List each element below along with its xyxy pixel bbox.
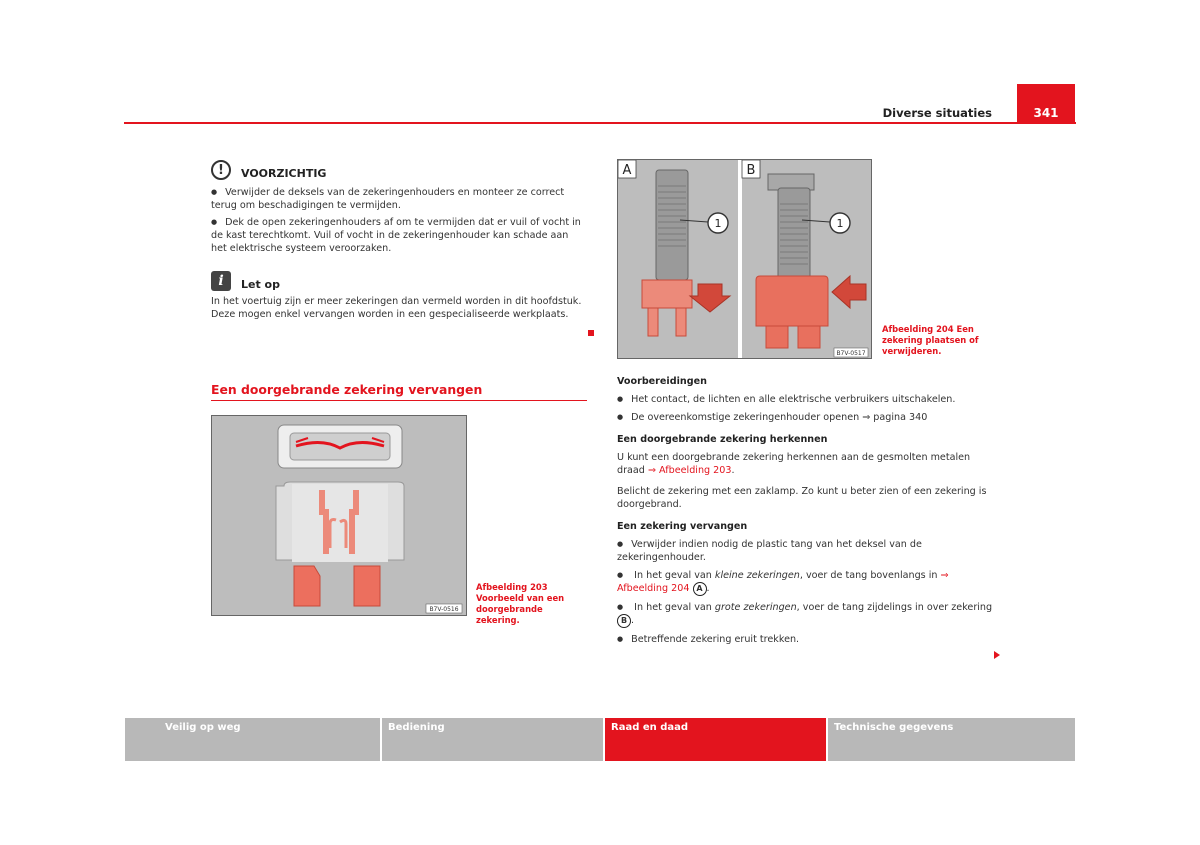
link-figure-204[interactable]: ⇒ Afbeelding 204 [617,570,949,594]
page-number: 341 [1033,106,1059,120]
section-rule [211,400,587,401]
right-column [617,376,997,646]
panel-a-label: A [622,163,632,178]
prep-heading: Voorbereidingen [617,376,707,387]
note-text: In het voertuig zijn er meer zekeringen dan vermeld worden in dit hoofdstuk. Deze mogen enkel vervangen worden in een gespecialiseerde werkplaats. [211,296,582,320]
tab-bediening[interactable]: Bediening [382,718,603,761]
section-heading: Een doorgebrande zekering vervangen [211,382,483,397]
figure-203 [211,415,467,616]
running-header: Diverse situaties [882,106,992,120]
blown-fuse-illustration [212,416,466,615]
note-heading: Let op [241,277,280,291]
badge-a: A [693,582,707,596]
caution-text [211,186,586,255]
link-figure-203[interactable]: ⇒ Afbeelding 203 [647,465,732,476]
continue-arrow-icon [994,651,1000,659]
caution-item: ● Verwijder de deksels van de zekeringenhouders en monteer ze correct terug om beschadigingen te vermijden. [211,186,586,212]
page-number-box [1017,84,1075,124]
figure-203-caption: Afbeelding 203 Voorbeeld van een doorgebrande zekering. [476,582,565,625]
caution-heading: VOORZICHTIG [241,166,327,180]
section-end-mark [588,330,594,336]
callout-1-a: 1 [714,217,722,230]
caution-item: ● Dek de open zekeringenhouders af om te vermijden dat er vuil of vocht in de kast terechtkomt. Vuil of vocht in de zekeringenhouder kan schade aan het elektrische systeem veroorzaken. [211,216,586,255]
recognize-text: U kunt een doorgebrande zekering herkennen aan de gesmolten metalen draad ⇒ Afbeelding 203. [617,452,971,476]
caution-block [211,160,586,259]
prep-item: ● Het contact, de lichten en alle elektrische verbruikers uitschakelen. [617,393,997,406]
replace-item: ● Verwijder indien nodig de plastic tang van het deksel van de zekeringenhouder. [617,538,997,564]
figure-204 [617,159,872,359]
info-icon: i [211,271,231,291]
replace-heading: Een zekering vervangen [617,521,748,532]
panel-b-label: B [746,163,756,178]
replace-item: ● In het geval van grote zekeringen, voer de tang zijdelings in over zekering B . [617,601,997,628]
replace-item: ● Betreffende zekering eruit trekken. [617,633,997,646]
figure-204-caption: Afbeelding 204 Een zekering plaatsen of verwijderen. [882,324,979,356]
tab-technische-gegevens[interactable]: Technische gegevens [828,718,1075,761]
badge-b: B [617,614,631,628]
header-rule [124,122,1076,124]
callout-1-b: 1 [836,217,844,230]
figure-204-code: B7V-0517 [836,350,866,357]
prep-item: ● De overeenkomstige zekeringenhouder openen ⇒ pagina 340 [617,411,997,424]
exclamation-icon: ! [211,160,231,180]
lamp-text: Belicht de zekering met een zaklamp. Zo kunt u beter zien of een zekering is doorgebrand. [617,486,987,510]
fuse-puller-illustration [618,160,871,358]
figure-203-code: B7V-0516 [429,606,459,613]
recognize-heading: Een doorgebrande zekering herkennen [617,434,828,445]
note-block [211,271,586,321]
tab-veilig-op-weg[interactable]: Veilig op weg [125,718,380,761]
replace-item: ● In het geval van kleine zekeringen, voer de tang bovenlangs in ⇒ Afbeelding 204 A . [617,569,997,596]
tab-raad-en-daad[interactable]: Raad en daad [605,718,826,761]
